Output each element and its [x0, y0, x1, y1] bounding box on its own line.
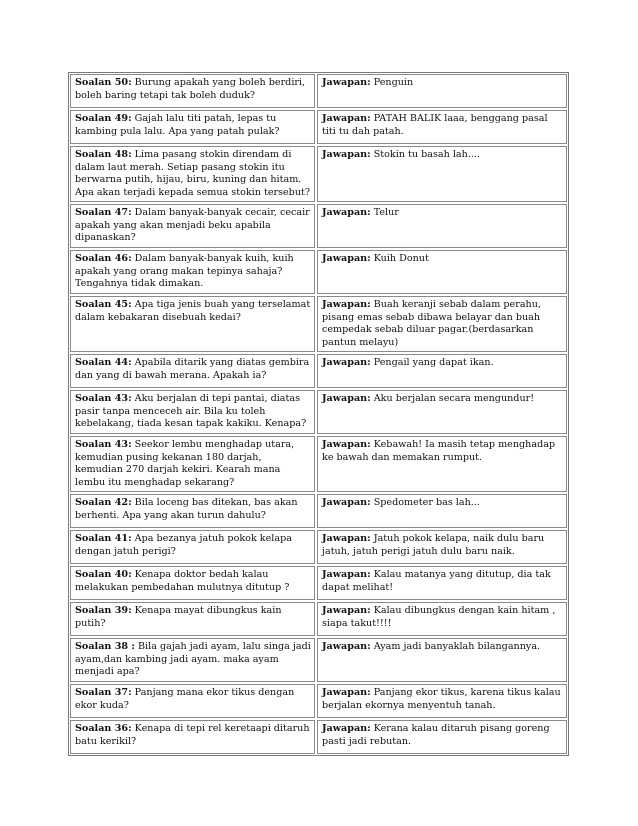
question-cell — [70, 390, 315, 434]
question-cell-text: Aku berjalan di tepi pantai, diatas pasir tanpa menceceh air. Bila ku toleh kebelakang, tiada kesan tapak kakiku. Kenapa? — [75, 393, 307, 430]
answer-cell-label: Jawapan: — [322, 113, 371, 124]
answer-cell-label: Jawapan: — [322, 77, 371, 88]
question-cell-label: Soalan 44: — [75, 357, 132, 368]
question-cell-label: Soalan 36: — [75, 723, 132, 734]
answer-cell — [317, 74, 567, 108]
answer-cell-label: Jawapan: — [322, 723, 371, 734]
question-cell-label: Soalan 38 : — [75, 641, 135, 652]
table-row — [70, 720, 567, 754]
answer-cell-text: Ayam jadi banyaklah bilangannya. — [370, 641, 541, 652]
table-row — [70, 638, 567, 682]
answer-cell-text: Kalau dibungkus dengan kain hitam , siapa takut!!!! — [322, 605, 556, 629]
riddle-table — [68, 72, 569, 756]
answer-cell-label: Jawapan: — [322, 207, 371, 218]
table-row — [70, 602, 567, 636]
answer-cell-text: Kerana kalau ditaruh pisang goreng pasti jadi rebutan. — [322, 723, 550, 747]
table-row — [70, 204, 567, 248]
question-cell — [70, 566, 315, 600]
table-row — [70, 354, 567, 388]
question-cell-text: Gajah lalu titi patah, lepas tu kambing pula lalu. Apa yang patah pulak? — [75, 113, 280, 137]
question-cell-text: Panjang mana ekor tikus dengan ekor kuda? — [75, 687, 295, 711]
question-cell — [70, 638, 315, 682]
answer-cell — [317, 684, 567, 718]
question-cell — [70, 530, 315, 564]
answer-cell-text: PATAH BALIK laaa, benggang pasal titi tu dah patah. — [322, 113, 548, 137]
answer-cell — [317, 566, 567, 600]
question-cell — [70, 74, 315, 108]
answer-cell-label: Jawapan: — [322, 497, 371, 508]
question-cell-label: Soalan 42: — [75, 497, 132, 508]
table-row — [70, 684, 567, 718]
answer-cell-label: Jawapan: — [322, 641, 371, 652]
answer-cell-text: Kebawah! Ia masih tetap menghadap ke bawah dan memakan rumput. — [322, 439, 556, 463]
answer-cell-label: Jawapan: — [322, 357, 371, 368]
question-cell-text: Dalam banyak-banyak kuih, kuih apakah yang orang makan tepinya sahaja? Tengahnya tidak dimakan. — [75, 253, 294, 290]
question-cell-text: Burung apakah yang boleh berdiri, boleh baring tetapi tak boleh duduk? — [75, 77, 306, 101]
question-cell — [70, 436, 315, 492]
question-cell — [70, 296, 315, 352]
question-cell-label: Soalan 40: — [75, 569, 132, 580]
answer-cell-text: Stokin tu basah lah.... — [370, 149, 481, 160]
answer-cell — [317, 494, 567, 528]
answer-cell-text: Aku berjalan secara mengundur! — [370, 393, 535, 404]
question-cell-text: Seekor lembu menghadap utara, kemudian pusing kekanan 180 darjah, kemudian 270 darjah kekiri. Kearah mana lembu itu menghadap sekarang? — [75, 439, 295, 488]
table-row — [70, 296, 567, 352]
answer-cell — [317, 390, 567, 434]
question-cell — [70, 146, 315, 202]
question-cell-label: Soalan 46: — [75, 253, 132, 264]
table-row — [70, 110, 567, 144]
answer-cell — [317, 250, 567, 294]
answer-cell-text: Kuih Donut — [370, 253, 429, 264]
table-row — [70, 250, 567, 294]
answer-cell — [317, 296, 567, 352]
table-row — [70, 566, 567, 600]
question-cell-text: Bila loceng bas ditekan, bas akan berhenti. Apa yang akan turun dahulu? — [75, 497, 298, 521]
question-cell-text: Kenapa mayat dibungkus kain putih? — [75, 605, 282, 629]
answer-cell-label: Jawapan: — [322, 439, 371, 450]
table-row — [70, 146, 567, 202]
question-cell-text: Kenapa doktor bedah kalau melakukan pembedahan mulutnya ditutup ? — [75, 569, 290, 593]
table-row — [70, 74, 567, 108]
question-cell-text: Apa bezanya jatuh pokok kelapa dengan jatuh perigi? — [75, 533, 292, 557]
question-cell — [70, 684, 315, 718]
question-cell-label: Soalan 47: — [75, 207, 132, 218]
question-cell — [70, 494, 315, 528]
answer-cell-text: Pengail yang dapat ikan. — [370, 357, 494, 368]
answer-cell-label: Jawapan: — [322, 253, 371, 264]
question-cell-label: Soalan 50: — [75, 77, 132, 88]
answer-cell — [317, 530, 567, 564]
answer-cell-text: Kalau matanya yang ditutup, dia tak dapat melihat! — [322, 569, 551, 593]
answer-cell-label: Jawapan: — [322, 393, 371, 404]
question-cell-text: Apa tiga jenis buah yang terselamat dalam kebakaran disebuah kedai? — [75, 299, 311, 323]
answer-cell — [317, 146, 567, 202]
answer-cell-label: Jawapan: — [322, 149, 371, 160]
question-cell-label: Soalan 43: — [75, 393, 132, 404]
question-cell — [70, 354, 315, 388]
answer-cell-label: Jawapan: — [322, 605, 371, 616]
question-cell-text: Lima pasang stokin direndam di dalam laut merah. Setiap pasang stokin itu berwarna putih, hijau, biru, kuning dan hitam. Apa akan terjadi kepada semua stokin tersebut? — [75, 149, 311, 198]
answer-cell-text: Penguin — [370, 77, 414, 88]
table-row — [70, 530, 567, 564]
table-row — [70, 436, 567, 492]
answer-cell-label: Jawapan: — [322, 569, 371, 580]
question-cell — [70, 250, 315, 294]
question-cell-label: Soalan 45: — [75, 299, 132, 310]
question-cell-label: Soalan 43: — [75, 439, 132, 450]
answer-cell — [317, 436, 567, 492]
answer-cell-label: Jawapan: — [322, 687, 371, 698]
question-cell-text: Dalam banyak-banyak cecair, cecair apakah yang akan menjadi beku apabila dipanaskan? — [75, 207, 310, 244]
table-row — [70, 390, 567, 434]
question-cell — [70, 110, 315, 144]
question-cell-text: Bila gajah jadi ayam, lalu singa jadi ayam,dan kambing jadi ayam. maka ayam menjadi apa? — [75, 641, 311, 678]
question-cell-label: Soalan 37: — [75, 687, 132, 698]
answer-cell — [317, 602, 567, 636]
answer-cell-text: Panjang ekor tikus, karena tikus kalau berjalan ekornya menyentuh tanah. — [322, 687, 561, 711]
answer-cell — [317, 638, 567, 682]
answer-cell-text: Jatuh pokok kelapa, naik dulu baru jatuh, jatuh perigi jatuh dulu baru naik. — [322, 533, 545, 557]
question-cell-label: Soalan 48: — [75, 149, 132, 160]
answer-cell — [317, 110, 567, 144]
answer-cell-text: Buah keranji sebab dalam perahu, pisang emas sebab dibawa belayar dan buah cempedak sebab diluar pagar.(berdasarkan pantun melayu) — [322, 299, 541, 348]
answer-cell-text: Spedometer bas lah... — [370, 497, 480, 508]
answer-cell-label: Jawapan: — [322, 533, 371, 544]
question-cell-label: Soalan 41: — [75, 533, 132, 544]
question-cell — [70, 720, 315, 754]
answer-cell — [317, 720, 567, 754]
question-cell-label: Soalan 49: — [75, 113, 132, 124]
answer-cell-text: Telur — [370, 207, 399, 218]
question-cell-text: Apabila ditarik yang diatas gembira dan yang di bawah merana. Apakah ia? — [75, 357, 310, 381]
answer-cell — [317, 204, 567, 248]
question-cell-label: Soalan 39: — [75, 605, 132, 616]
table-row — [70, 494, 567, 528]
question-cell — [70, 204, 315, 248]
answer-cell-label: Jawapan: — [322, 299, 371, 310]
answer-cell — [317, 354, 567, 388]
question-cell-text: Kenapa di tepi rel keretaapi ditaruh batu kerikil? — [75, 723, 310, 747]
question-cell — [70, 602, 315, 636]
